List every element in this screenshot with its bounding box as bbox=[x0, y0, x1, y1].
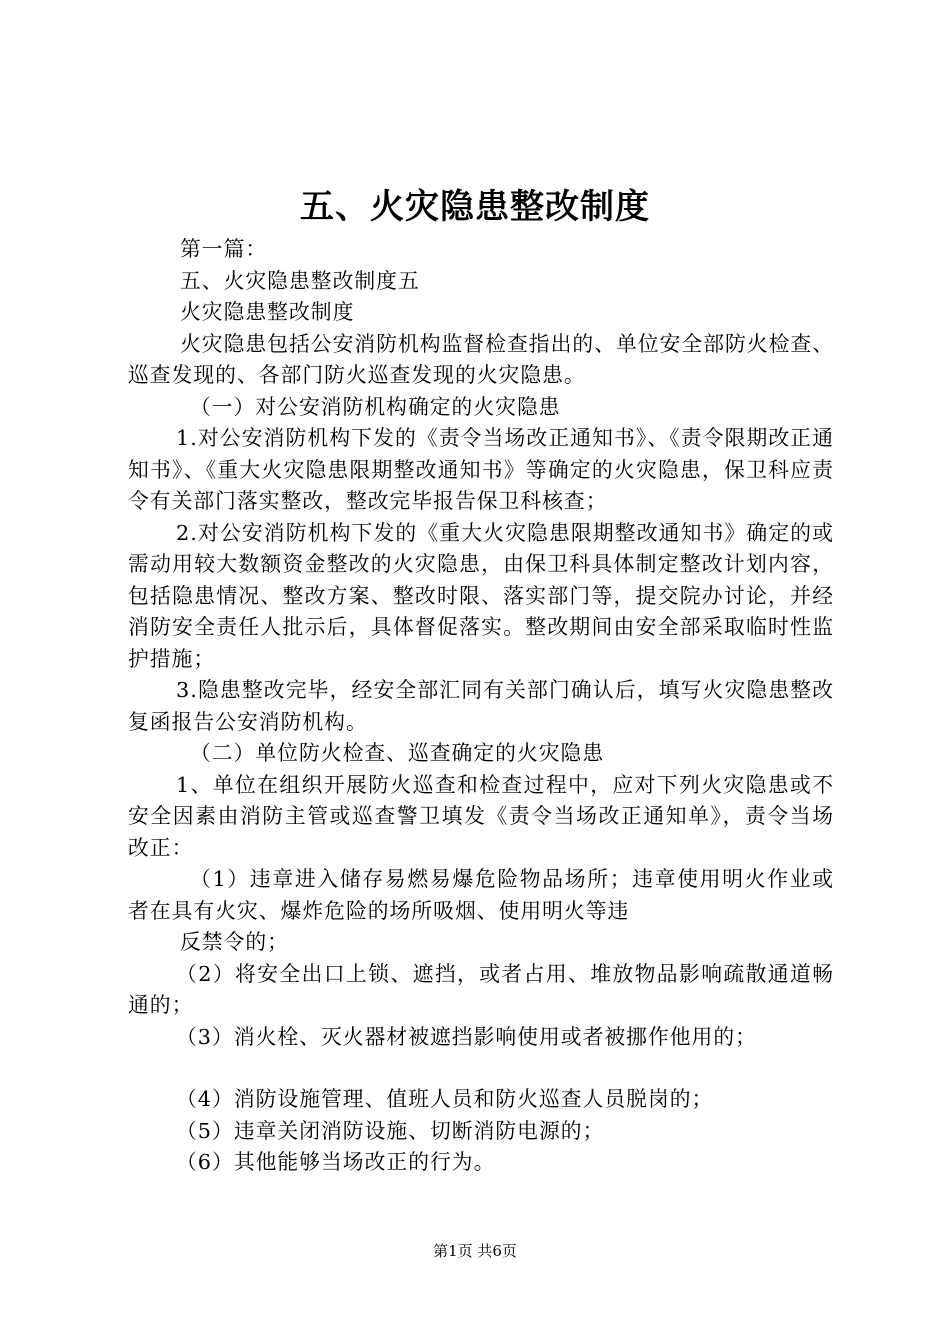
paragraph-intro: 火灾隐患包括公安消防机构监督检查指出的、单位安全部防火检查、巡查发现的、各部门防火巡查发现的火灾隐患。 bbox=[128, 331, 834, 387]
paragraph-item-1: 1.对公安消防机构下发的《责令当场改正通知书》、《责令限期改正通知书》、《重大火灾隐患限期整改通知书》等确定的火灾隐患，保卫科应责令有关部门落实整改，整改完毕报告保卫科核查； bbox=[128, 426, 834, 513]
paragraph-case-3: （3）消火栓、灭火器材被遮挡影响使用或者被挪作他用的； bbox=[176, 1024, 757, 1049]
paragraph-case-2: （2）将安全出口上锁、遮挡，或者占用、堆放物品影响疏散通道畅通的； bbox=[128, 961, 834, 1017]
paragraph-case-4: （4）消防设施管理、值班人员和防火巡查人员脱岗的； bbox=[176, 1087, 714, 1111]
paragraph-subheading: 火灾隐患整改制度 bbox=[180, 300, 355, 324]
paragraph-case-6: （6）其他能够当场改正的行为。 bbox=[176, 1150, 496, 1174]
paragraph-unit-inspection: 1、单位在组织开展防火巡查和检查过程中，应对下列火灾隐患或不安全因素由消防主管或巡查警卫填发《责令当场改正通知单》，责令当场改正： bbox=[128, 772, 834, 860]
document-body bbox=[128, 234, 834, 1179]
paragraph-item-3: 3.隐患整改完毕，经安全部汇同有关部门确认后，填写火灾隐患整改复函报告公安消防机构。 bbox=[128, 678, 834, 734]
document-title: 五、火灾隐患整改制度 bbox=[300, 187, 650, 227]
paragraph-item-2: 2.对公安消防机构下发的《重大火灾隐患限期整改通知书》确定的或需动用较大数额资金整改的火灾隐患，由保卫科具体制定整改计划内容，包括隐患情况、整改方案、整改时限、落实部门等，提交院办讨论，并经消防安全责任人批示后，具体督促落实。整改期间由安全部采取临时性监护措施； bbox=[128, 520, 834, 671]
paragraph-section-two-heading: （二）单位防火检查、巡查确定的火灾隐患 bbox=[190, 741, 605, 765]
paragraph-case-5: （5）违章关闭消防设施、切断消防电源的； bbox=[176, 1118, 605, 1143]
paragraph-part-label: 第一篇： bbox=[180, 237, 268, 261]
paragraph-case-1-continued: 反禁令的； bbox=[180, 930, 289, 954]
paragraph-section-one-heading: （一）对公安消防机构确定的火灾隐患 bbox=[190, 394, 561, 419]
page-number-footer: 第1页 共6页 bbox=[433, 1242, 517, 1260]
paragraph-section-heading: 五、火灾隐患整改制度五 bbox=[180, 268, 420, 293]
blank-line bbox=[128, 1053, 834, 1084]
paragraph-case-1: （1）违章进入储存易燃易爆危险物品场所；违章使用明火作业或者在具有火灾、爆炸危险的场所吸烟、使用明火等违 bbox=[128, 867, 834, 923]
